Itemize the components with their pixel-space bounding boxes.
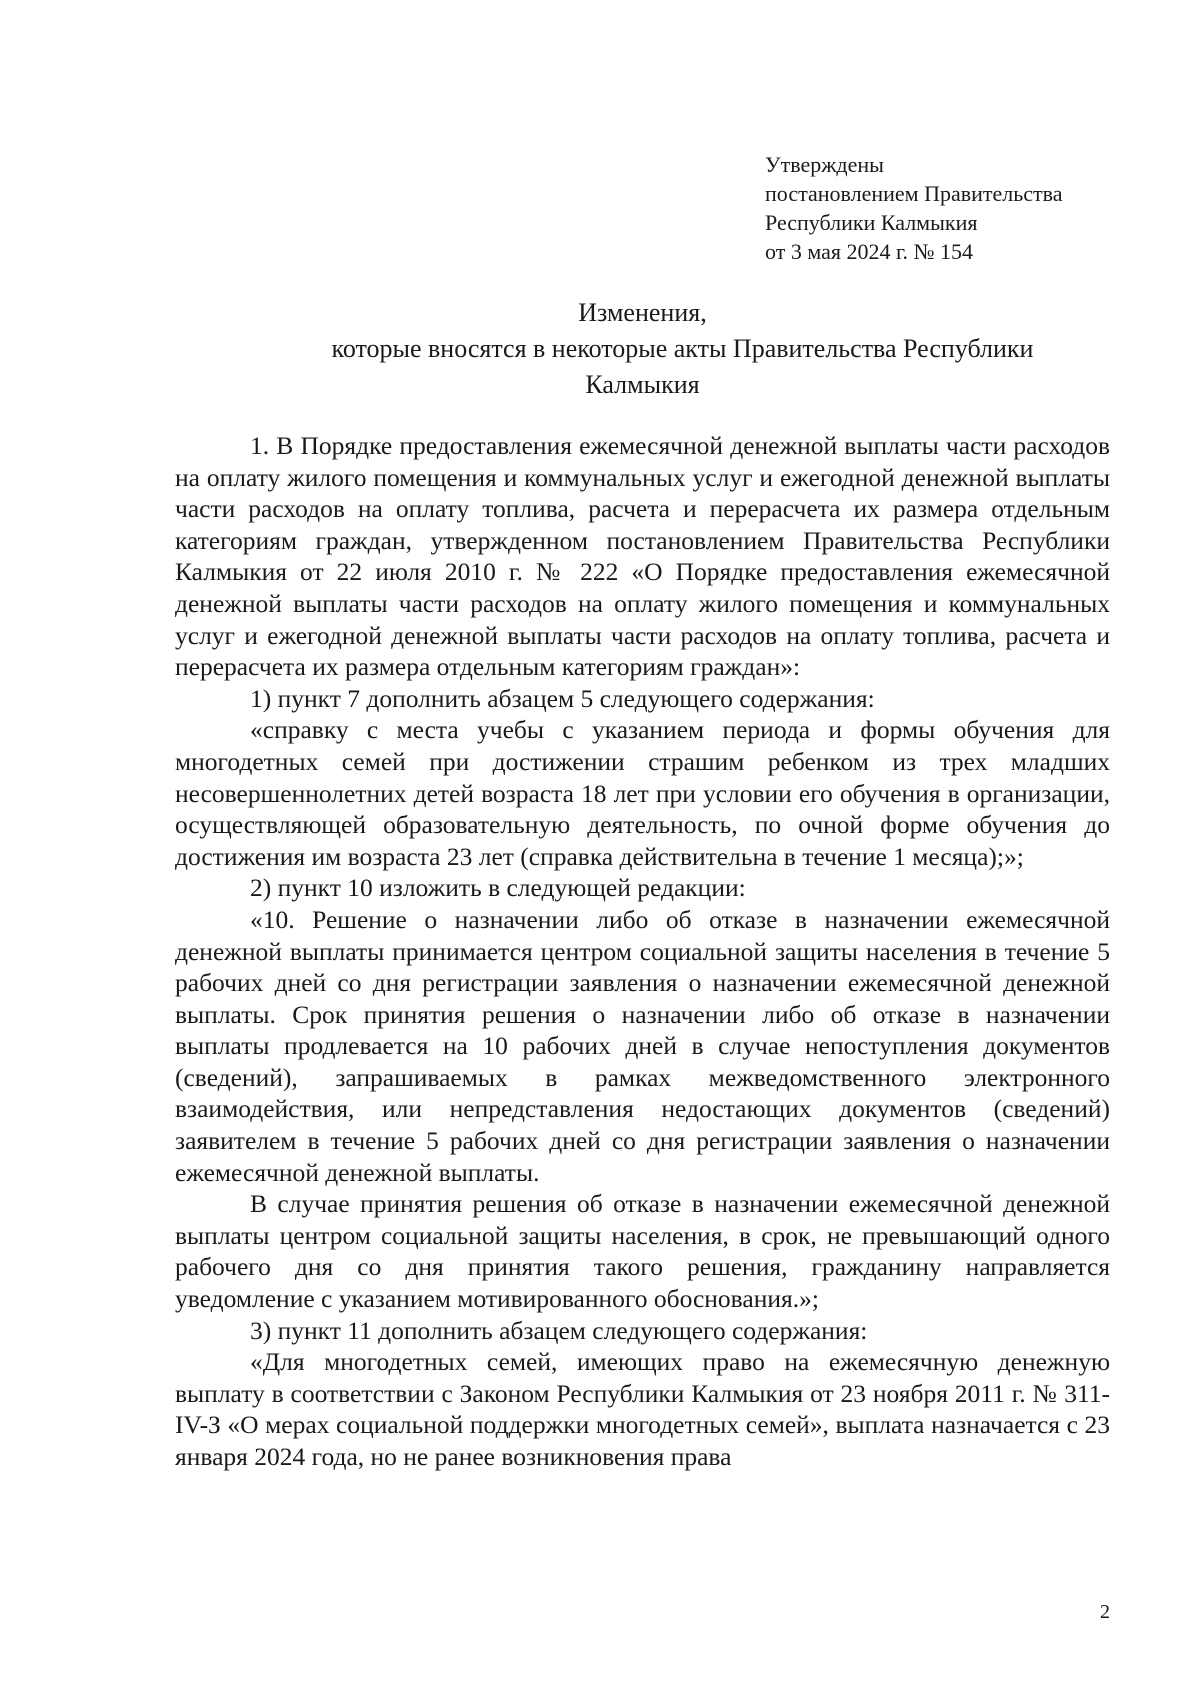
document-title (175, 295, 1110, 403)
paragraph-3: «справку с места учебы с указанием периода и формы обучения для многодетных семей при достижении страшим ребенком из трех младших несовершеннолетних детей возраста 18 лет при условии его обучения в организации, осуществляющей образовательную деятельность, по очной форме обучения до достижения им возраста 23 лет (справка действительна в течение 1 месяца);»; (175, 715, 1110, 871)
title-line-1: Изменения, (578, 298, 707, 327)
document-body (175, 430, 1110, 1473)
paragraph-6: В случае принятия решения об отказе в назначении ежемесячной денежной выплаты центром социальной защиты населения, в срок, не превышающий одного рабочего дня со дня принятия такого решения, гражданину направляется уведомление с указанием мотивированного обоснования.»; (175, 1189, 1110, 1314)
approval-line-4: от 3 мая 2024 г. № 154 (765, 239, 974, 264)
paragraph-2: 1) пункт 7 дополнить абзацем 5 следующего содержания: (250, 683, 875, 713)
approval-line-1: Утверждены (765, 152, 884, 177)
paragraph-5: «10. Решение о назначении либо об отказе в назначении ежемесячной денежной выплаты принимается центром социальной защиты населения в течение 5 рабочих дней со дня регистрации заявления о назначении ежемесячной денежной выплаты. Срок принятия решения о назначении либо об отказе в назначении выплаты продлевается на 10 рабочих дней в случае непоступления документов (сведений), запрашиваемых в рамках межведомственного электронного взаимодействия, или непредставления недостающих документов (сведений) заявителем в течение 5 рабочих дней со дня регистрации заявления о назначении ежемесячной денежной выплаты. (175, 904, 1110, 1187)
approval-stamp (765, 150, 1165, 266)
paragraph-1: 1. В Порядке предоставления ежемесячной денежной выплаты части расходов на оплату жилого помещения и коммунальных услуг и ежегодной денежной выплаты части расходов на оплату топлива, расчета и перерасчета их размера отдельным категориям граждан, утвержденном постановлением Правительства Республики Калмыкия от 22 июля 2010 г. № 222 «О Порядке предоставления ежемесячной денежной выплаты части расходов на оплату жилого помещения и коммунальных услуг и ежегодной денежной выплаты части расходов на оплату топлива, расчета и перерасчета их размера отдельным категориям граждан»: (175, 431, 1110, 682)
approval-line-2: постановлением Правительства (765, 181, 1063, 206)
page-number: 2 (1100, 1601, 1110, 1623)
paragraph-4: 2) пункт 10 изложить в следующей редакции: (250, 873, 746, 903)
title-line-2: которые вносятся в некоторые акты Правительства Республики (331, 334, 1034, 363)
approval-line-3: Республики Калмыкия (765, 210, 978, 235)
paragraph-7: 3) пункт 11 дополнить абзацем следующего содержания: (250, 1315, 868, 1345)
title-line-3: Калмыкия (585, 370, 700, 399)
paragraph-8: «Для многодетных семей, имеющих право на ежемесячную денежную выплату в соответствии с Законом Республики Калмыкия от 23 ноября 2011 г. № 311-IV-З «О мерах социальной поддержки многодетных семей», выплата назначается с 23 января 2024 года, но не ранее возникновения права (175, 1347, 1110, 1471)
